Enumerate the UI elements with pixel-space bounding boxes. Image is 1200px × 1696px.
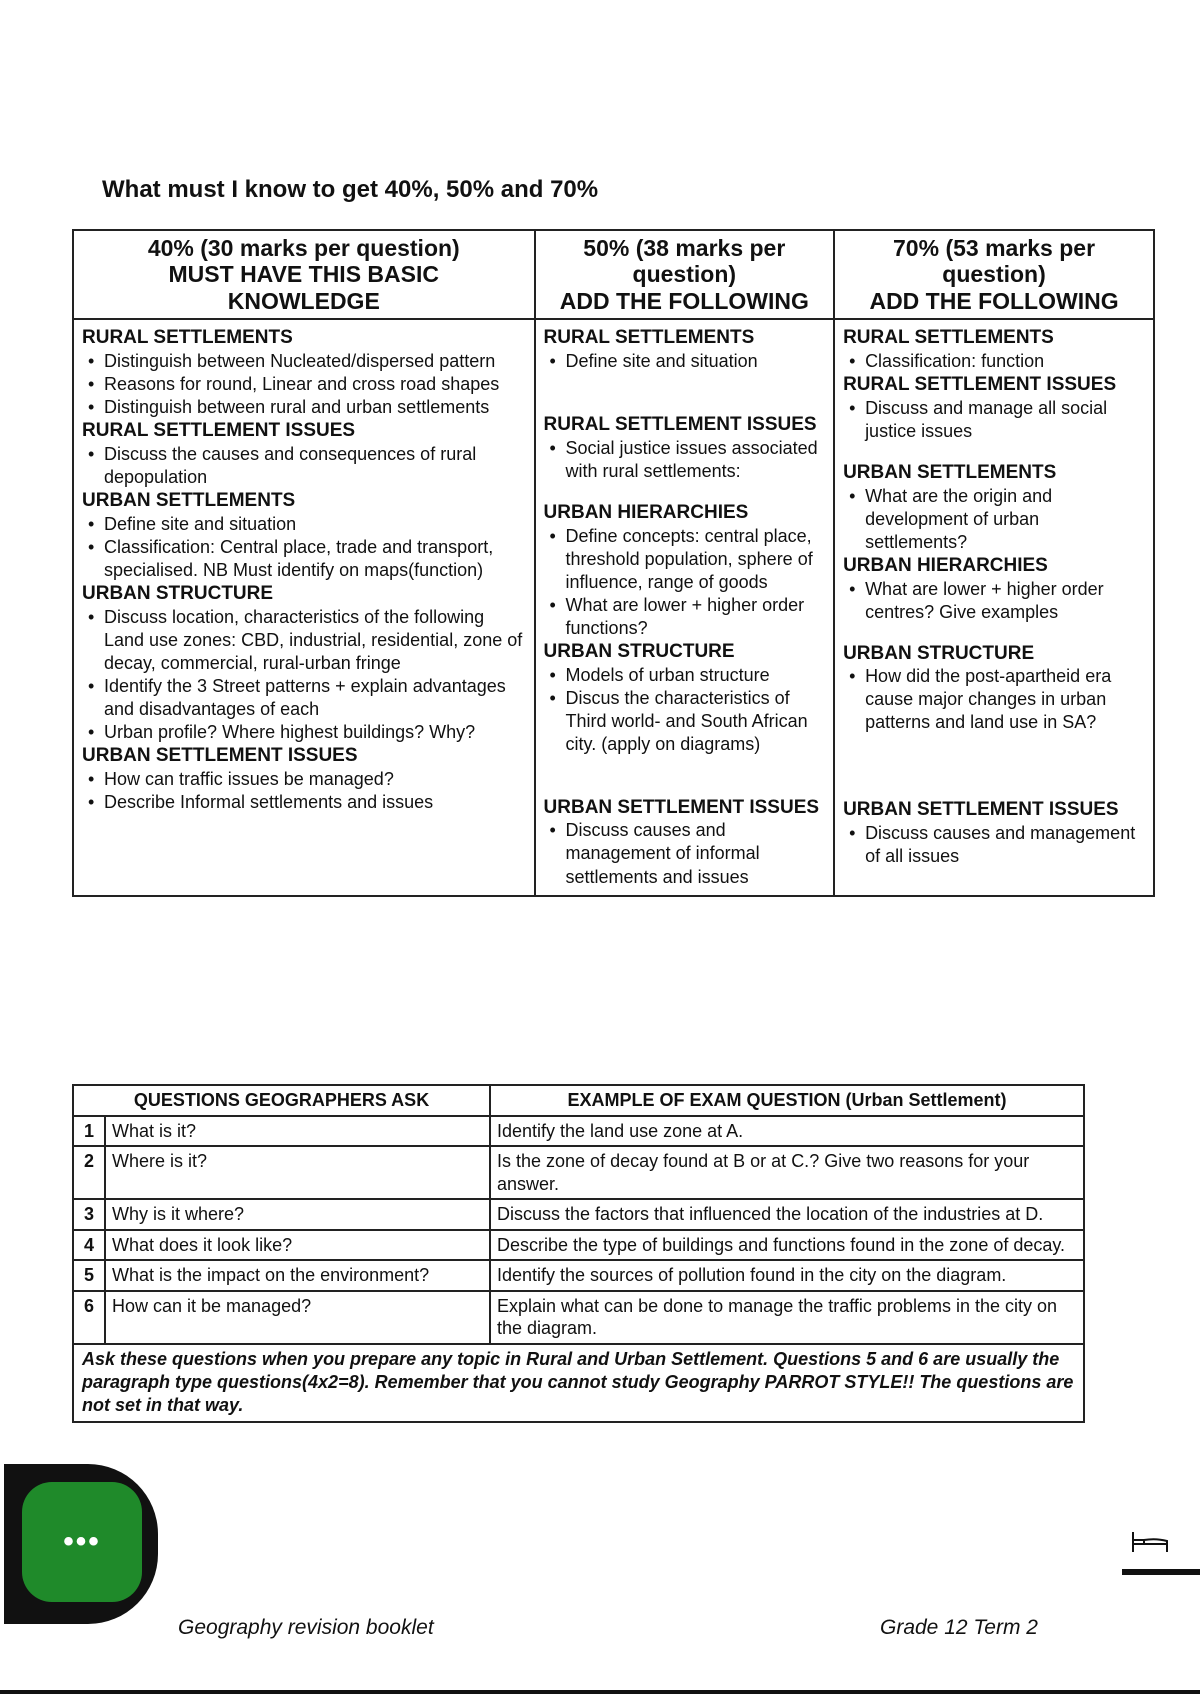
more-dots-icon: ••• xyxy=(63,1525,101,1558)
question-cell: Where is it? xyxy=(105,1146,490,1199)
list-item: • Define site and situation xyxy=(566,350,826,373)
example-cell: Is the zone of decay found at B or at C.? Give two reasons for your answer. xyxy=(490,1146,1084,1199)
bullet-list xyxy=(843,485,1145,554)
list-item: • How can traffic issues be managed? xyxy=(104,768,526,791)
section-title: URBAN HIERARCHIES xyxy=(543,501,749,523)
floating-menu-badge xyxy=(4,1464,158,1624)
list-item: • Distinguish between Nucleated/dispersed pattern xyxy=(104,350,526,373)
list-item: • Classification: Central place, trade and transport, specialised. NB Must identify on maps(function) xyxy=(104,536,526,582)
list-item: • How did the post-apartheid era cause major changes in urban patterns and land use in SA? xyxy=(865,665,1145,734)
question-cell: How can it be managed? xyxy=(105,1291,490,1344)
section-title: URBAN STRUCTURE xyxy=(543,640,735,662)
row-number: 1 xyxy=(73,1116,105,1147)
bullet-list xyxy=(82,606,526,744)
section-title: RURAL SETTLEMENTS xyxy=(543,327,755,349)
list-item: • What are lower + higher order centres? Give examples xyxy=(865,578,1145,624)
marks-level-table xyxy=(72,229,1155,897)
section-title: URBAN SETTLEMENT ISSUES xyxy=(843,799,1119,821)
table-row xyxy=(73,1230,1084,1261)
level-column-70 xyxy=(834,319,1154,895)
bullet-list xyxy=(82,443,526,489)
bottom-divider xyxy=(0,1690,1200,1694)
list-item: • Models of urban structure xyxy=(566,664,826,687)
example-cell: Discuss the factors that influenced the location of the industries at D. xyxy=(490,1199,1084,1230)
bullet-list xyxy=(82,350,526,419)
bullet-list xyxy=(544,819,826,888)
level-column-40 xyxy=(73,319,535,895)
list-item: • Discus the characteristics of Third world- and South African city. (apply on diagrams) xyxy=(566,687,826,756)
bullet-list xyxy=(843,350,1145,373)
bullet-list xyxy=(544,525,826,640)
section-title: RURAL SETTLEMENT ISSUES xyxy=(82,420,356,442)
example-cell: Identify the land use zone at A. xyxy=(490,1116,1084,1147)
list-item: • Define site and situation xyxy=(104,513,526,536)
table-row xyxy=(73,1146,1084,1199)
list-item: • Identify the 3 Street patterns + explain advantages and disadvantages of each xyxy=(104,675,526,721)
list-item: • What are the origin and development of urban settlements? xyxy=(865,485,1145,554)
decorative-bar xyxy=(1122,1569,1200,1575)
example-cell: Explain what can be done to manage the traffic problems in the city on the diagram. xyxy=(490,1291,1084,1344)
bullet-list xyxy=(544,437,826,483)
list-item: • Classification: function xyxy=(865,350,1145,373)
list-item: • What are lower + higher order functions? xyxy=(566,594,826,640)
bullet-list xyxy=(843,822,1145,868)
row-number: 3 xyxy=(73,1199,105,1230)
bullet-list xyxy=(843,397,1145,443)
bullet-list xyxy=(843,665,1145,734)
section-title: URBAN HIERARCHIES xyxy=(843,554,1048,576)
table-row xyxy=(73,1116,1084,1147)
page-heading: What must I know to get 40%, 50% and 70% xyxy=(102,176,599,203)
section-title: URBAN STRUCTURE xyxy=(843,642,1035,664)
list-item: • Discuss causes and management of informal settlements and issues xyxy=(566,819,826,888)
question-cell: What does it look like? xyxy=(105,1230,490,1261)
list-item: • Discuss causes and management of all issues xyxy=(865,822,1145,868)
study-tip-note: Ask these questions when you prepare any topic in Rural and Urban Settlement. Questions 5 and 6 are usually the paragraph type questions(4x2=8). Remember that you cannot study Geography PARROT STYLE!! The questions are not set in that way. xyxy=(73,1344,1084,1422)
section-title: RURAL SETTLEMENTS xyxy=(82,327,293,349)
section-title: URBAN STRUCTURE xyxy=(82,582,274,604)
section-title: RURAL SETTLEMENTS xyxy=(843,327,1054,349)
bullet-list xyxy=(544,350,826,373)
list-item: • Discuss the causes and consequences of rural depopulation xyxy=(104,443,526,489)
more-options-button[interactable] xyxy=(22,1482,142,1602)
bullet-list xyxy=(82,513,526,582)
section-title: RURAL SETTLEMENT ISSUES xyxy=(843,374,1117,396)
question-cell: What is the impact on the environment? xyxy=(105,1260,490,1291)
list-item: • Urban profile? Where highest buildings? Why? xyxy=(104,721,526,744)
level-header-70: 70% (53 marks per question) ADD THE FOLLOWING xyxy=(834,230,1154,319)
questions-header: QUESTIONS GEOGRAPHERS ASK xyxy=(73,1085,490,1116)
list-item: • Discuss and manage all social justice issues xyxy=(865,397,1145,443)
row-number: 2 xyxy=(73,1146,105,1199)
level-header-40: 40% (30 marks per question) MUST HAVE THIS BASIC KNOWLEDGE xyxy=(73,230,535,319)
bullet-list xyxy=(82,768,526,814)
example-cell: Identify the sources of pollution found in the city on the diagram. xyxy=(490,1260,1084,1291)
row-number: 4 xyxy=(73,1230,105,1261)
example-cell: Describe the type of buildings and functions found in the zone of decay. xyxy=(490,1230,1084,1261)
section-title: URBAN SETTLEMENT ISSUES xyxy=(82,744,358,766)
table-row xyxy=(73,1291,1084,1344)
list-item: • Reasons for round, Linear and cross road shapes xyxy=(104,373,526,396)
row-number: 6 xyxy=(73,1291,105,1344)
list-item: • Describe Informal settlements and issues xyxy=(104,791,526,814)
table-row xyxy=(73,1199,1084,1230)
table-row xyxy=(73,1260,1084,1291)
list-item: • Define concepts: central place, threshold population, sphere of influence, range of goods xyxy=(566,525,826,594)
section-title: URBAN SETTLEMENTS xyxy=(843,461,1057,483)
section-title: URBAN SETTLEMENT ISSUES xyxy=(543,796,820,818)
question-cell: Why is it where? xyxy=(105,1199,490,1230)
question-cell: What is it? xyxy=(105,1116,490,1147)
questions-table xyxy=(72,1084,1085,1423)
bullet-list xyxy=(843,578,1145,624)
section-title: RURAL SETTLEMENT ISSUES xyxy=(543,414,817,436)
level-header-50: 50% (38 marks per question) ADD THE FOLLOWING xyxy=(535,230,835,319)
list-item: • Social justice issues associated with rural settlements: xyxy=(566,437,826,483)
list-item: • Discuss location, characteristics of the following Land use zones: CBD, industrial, residential, zone of decay, commercial, rural-urban fringe xyxy=(104,606,526,675)
level-column-50 xyxy=(535,319,835,895)
row-number: 5 xyxy=(73,1260,105,1291)
examples-header: EXAMPLE OF EXAM QUESTION (Urban Settlement) xyxy=(490,1085,1084,1116)
list-item: • Distinguish between rural and urban settlements xyxy=(104,396,526,419)
footer-booklet-title: Geography revision booklet xyxy=(178,1616,434,1639)
footer-grade-term: Grade 12 Term 2 xyxy=(880,1616,1038,1639)
section-title: URBAN SETTLEMENTS xyxy=(82,489,296,511)
bullet-list xyxy=(544,664,826,756)
bed-icon xyxy=(1130,1528,1170,1556)
